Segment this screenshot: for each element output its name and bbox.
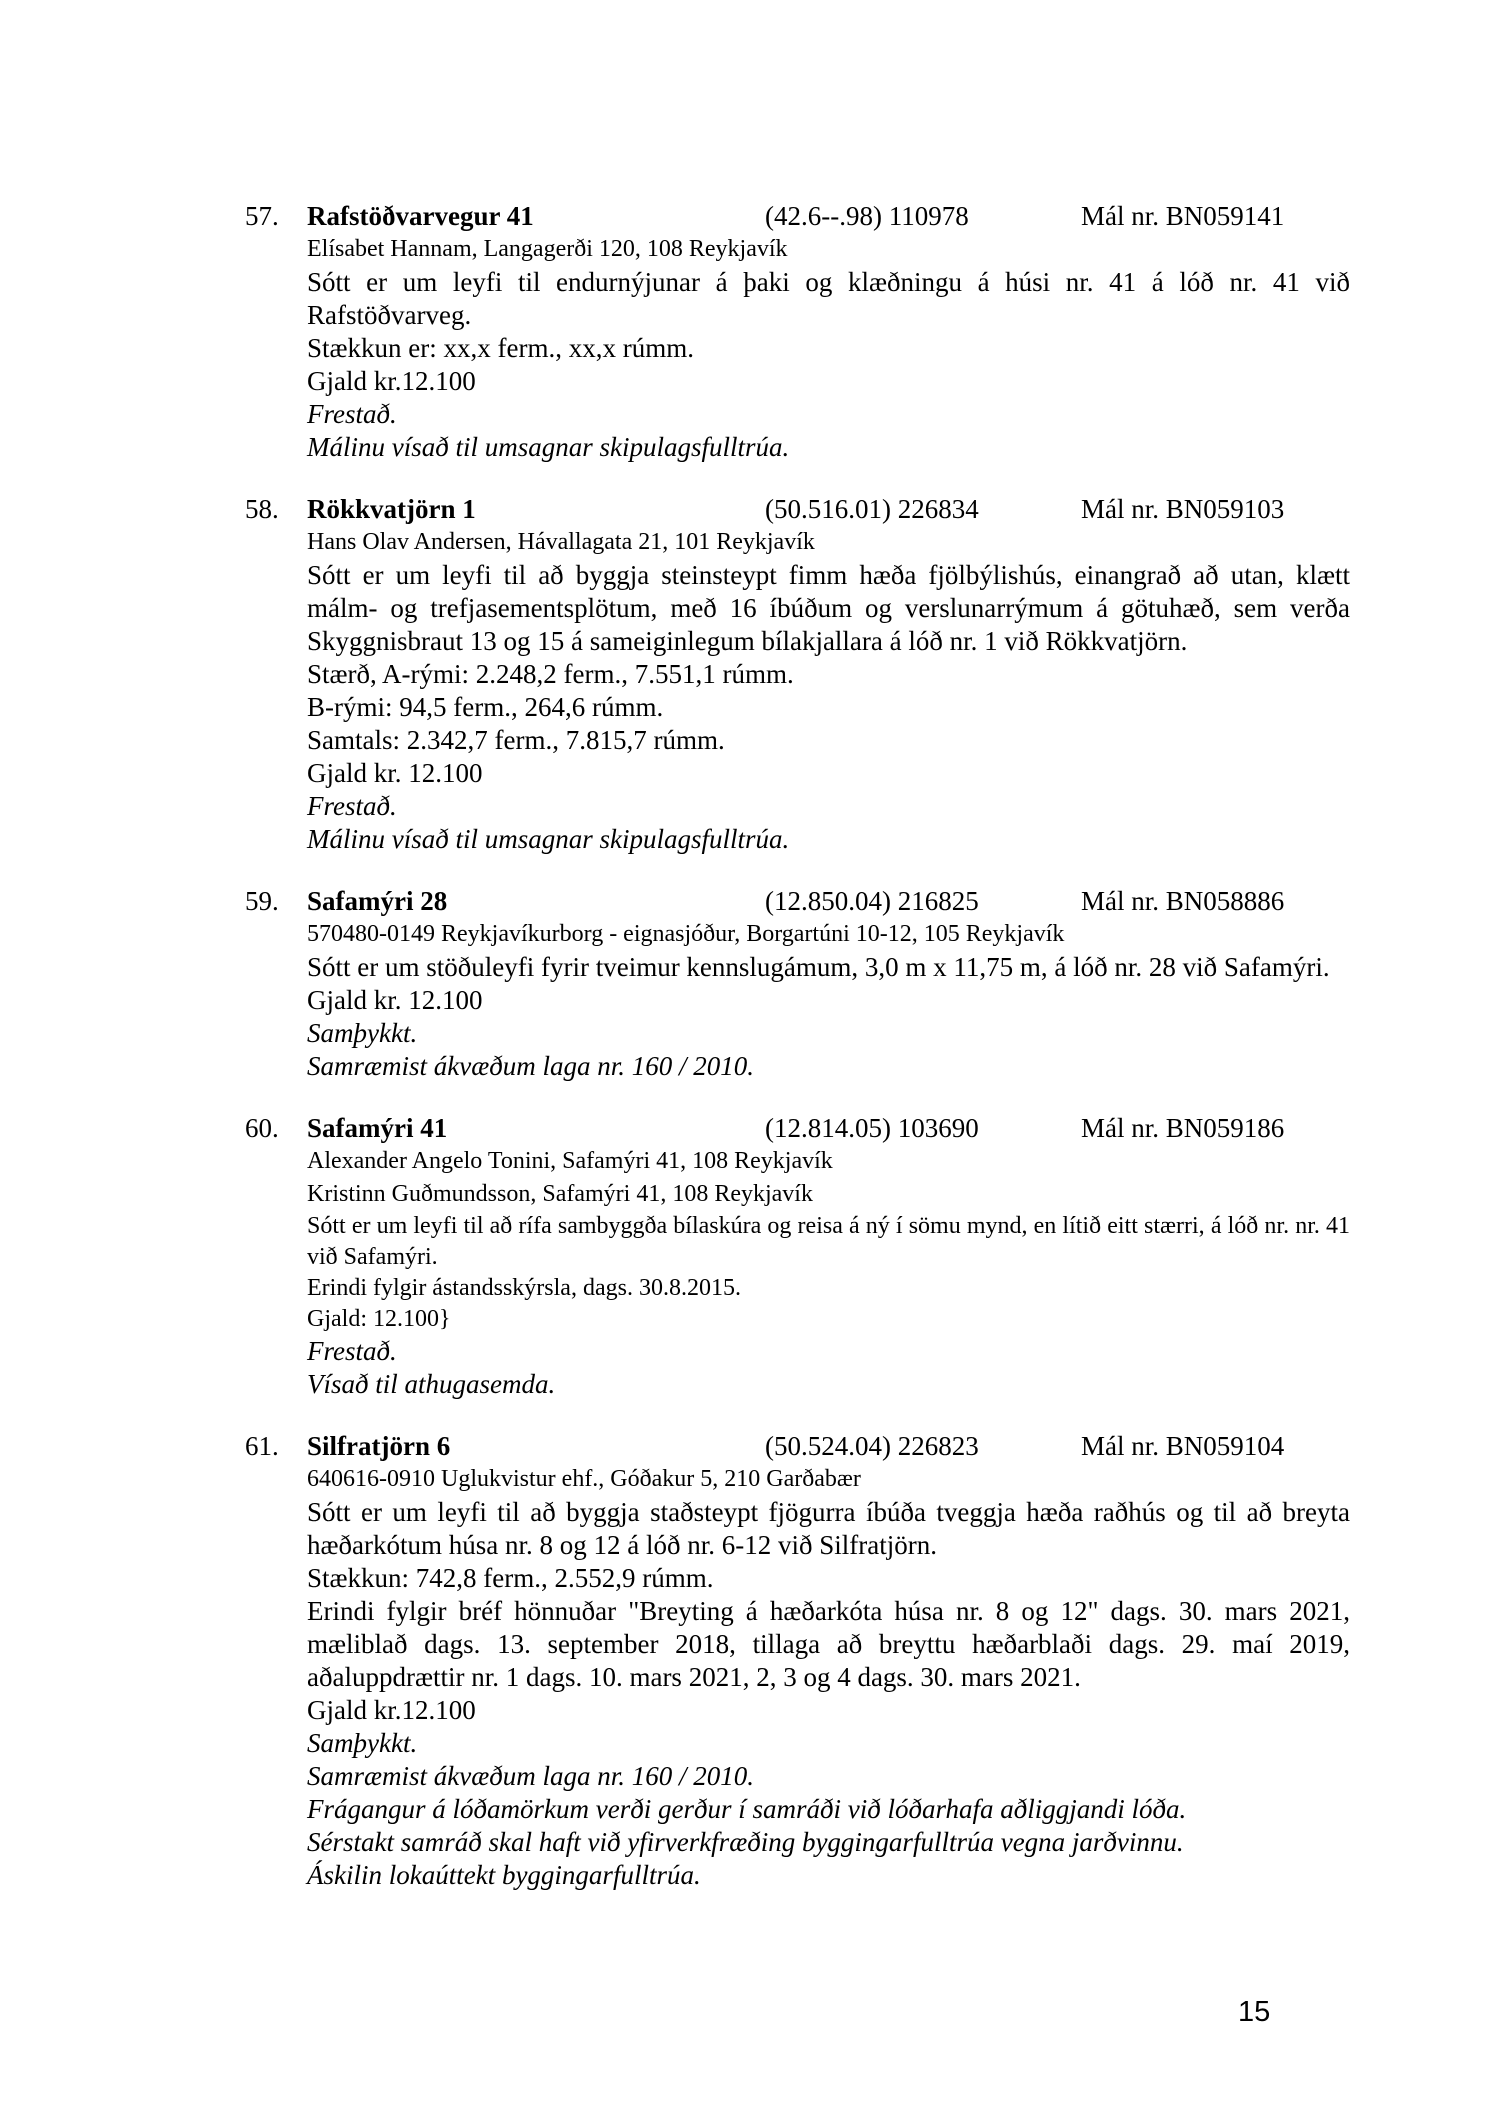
agenda-item (245, 1430, 1350, 1892)
agenda-item-body (307, 233, 1350, 464)
item-case-number: Mál nr. BN059104 (1081, 1431, 1285, 1461)
description-line: Erindi fylgir ástandsskýrsla, dags. 30.8.2015. (307, 1275, 741, 1301)
agenda-item-header (245, 493, 1350, 526)
item-reference-number: (50.524.04) 226823 (765, 1431, 979, 1461)
item-number: 60. (245, 1113, 279, 1143)
description-line: Sótt er um leyfi til að rífa sambyggða bílaskúra og reisa á ný í sömu mynd, en lítið eitt stærri, á lóð nr. nr. 41 við Safamýri. (307, 1213, 1350, 1270)
description-line: Sótt er um leyfi til endurnýjunar á þaki og klæðningu á húsi nr. 41 á lóð nr. 41 við Rafstöðvarveg. (307, 267, 1350, 330)
agenda-item (245, 200, 1350, 464)
description-line: Samtals: 2.342,7 ferm., 7.815,7 rúmm. (307, 725, 725, 755)
description-line: Stærð, A-rými: 2.248,2 ferm., 7.551,1 rúmm. (307, 659, 794, 689)
page-number: 15 (1238, 1996, 1271, 2028)
description-line: Sótt er um leyfi til að byggja staðsteypt fjögurra íbúða tveggja hæða raðhús og til að breyta hæðarkótum húsa nr. 8 og 12 á lóð nr. 6-12 við Silfratjörn. (307, 1497, 1350, 1560)
agenda-item-header (245, 1430, 1350, 1463)
item-title: Safamýri 41 (307, 1113, 448, 1143)
item-reference-number: (12.850.04) 216825 (765, 886, 979, 916)
resolution-line: Málinu vísað til umsagnar skipulagsfulltrúa. (307, 432, 790, 462)
resolution-line: Samræmist ákvæðum laga nr. 160 / 2010. (307, 1761, 755, 1791)
description-line: Sótt er um leyfi til að byggja steinsteypt fimm hæða fjölbýlishús, einangrað að utan, klætt málm- og trefjasementsplötum, með 16 íbúðum og verslunarrýmum á götuhæð, sem verða Skyggnisbraut 13 og 15 á sameiginlegum bílakjallara á lóð nr. 1 við Rökkvatjörn. (307, 560, 1350, 656)
description-line: Stækkun er: xx,x ferm., xx,x rúmm. (307, 333, 694, 363)
resolution-line: Áskilin lokaúttekt byggingarfulltrúa. (307, 1860, 701, 1890)
owner-line: 570480-0149 Reykjavíkurborg - eignasjóður, Borgartúni 10-12, 105 Reykjavík (307, 921, 1065, 947)
item-title: Safamýri 28 (307, 886, 448, 916)
item-number: 58. (245, 494, 279, 524)
agenda-item (245, 1112, 1350, 1401)
resolution-line: Frestað. (307, 399, 397, 429)
agenda-item-header (245, 1112, 1350, 1145)
resolution-line: Samþykkt. (307, 1728, 418, 1758)
item-case-number: Mál nr. BN059186 (1081, 1113, 1285, 1143)
resolution-line: Frágangur á lóðamörkum verði gerður í samráði við lóðarhafa aðliggjandi lóða. (307, 1794, 1187, 1824)
agenda-item-header (245, 885, 1350, 918)
item-reference-number: (50.516.01) 226834 (765, 494, 979, 524)
agenda-item-body (307, 1145, 1350, 1401)
description-line: Gjald kr.12.100 (307, 366, 476, 396)
resolution-line: Samræmist ákvæðum laga nr. 160 / 2010. (307, 1051, 755, 1081)
item-title: Silfratjörn 6 (307, 1431, 451, 1461)
item-number: 61. (245, 1431, 279, 1461)
owner-line: Hans Olav Andersen, Hávallagata 21, 101 Reykjavík (307, 529, 815, 555)
resolution-line: Vísað til athugasemda. (307, 1369, 556, 1399)
item-reference-number: (12.814.05) 103690 (765, 1113, 979, 1143)
agenda-item-header (245, 200, 1350, 233)
description-line: Gjald kr. 12.100 (307, 985, 483, 1015)
description-line: Gjald kr. 12.100 (307, 758, 483, 788)
agenda-item-body (307, 1463, 1350, 1892)
resolution-line: Málinu vísað til umsagnar skipulagsfulltrúa. (307, 824, 790, 854)
description-line: Stækkun: 742,8 ferm., 2.552,9 rúmm. (307, 1563, 714, 1593)
item-title: Rökkvatjörn 1 (307, 494, 476, 524)
description-line: Gjald kr.12.100 (307, 1695, 476, 1725)
resolution-line: Sérstakt samráð skal haft við yfirverkfræðing byggingarfulltrúa vegna jarðvinnu. (307, 1827, 1184, 1857)
item-number: 57. (245, 201, 279, 231)
item-reference-number: (42.6--.98) 110978 (765, 201, 969, 231)
item-case-number: Mál nr. BN059103 (1081, 494, 1285, 524)
description-line: Erindi fylgir bréf hönnuðar "Breyting á hæðarkóta húsa nr. 8 og 12" dags. 30. mars 2021, mæliblað dags. 13. september 2018, tillaga að breyttu hæðarblaði dags. 29. maí 2019, aðaluppdrættir nr. 1 dags. 10. mars 2021, 2, 3 og 4 dags. 30. mars 2021. (307, 1596, 1350, 1692)
agenda-item (245, 885, 1350, 1083)
owner-line: Alexander Angelo Tonini, Safamýri 41, 108 Reykjavík (307, 1148, 833, 1174)
resolution-line: Frestað. (307, 791, 397, 821)
description-line: Sótt er um stöðuleyfi fyrir tveimur kennslugámum, 3,0 m x 11,75 m, á lóð nr. 28 við Safamýri. (307, 952, 1330, 982)
agenda-item-body (307, 526, 1350, 856)
owner-line: Kristinn Guðmundsson, Safamýri 41, 108 Reykjavík (307, 1181, 813, 1207)
description-line: Gjald: 12.100} (307, 1306, 451, 1332)
owner-line: 640616-0910 Uglukvistur ehf., Góðakur 5, 210 Garðabær (307, 1466, 861, 1492)
item-title: Rafstöðvarvegur 41 (307, 201, 534, 231)
agenda-item-body (307, 918, 1350, 1083)
description-line: B-rými: 94,5 ferm., 264,6 rúmm. (307, 692, 664, 722)
resolution-line: Samþykkt. (307, 1018, 418, 1048)
agenda-item-list (245, 200, 1350, 1921)
item-number: 59. (245, 886, 279, 916)
item-case-number: Mál nr. BN059141 (1081, 201, 1285, 231)
resolution-line: Frestað. (307, 1336, 397, 1366)
agenda-item (245, 493, 1350, 856)
item-case-number: Mál nr. BN058886 (1081, 886, 1285, 916)
owner-line: Elísabet Hannam, Langagerði 120, 108 Reykjavík (307, 236, 788, 262)
